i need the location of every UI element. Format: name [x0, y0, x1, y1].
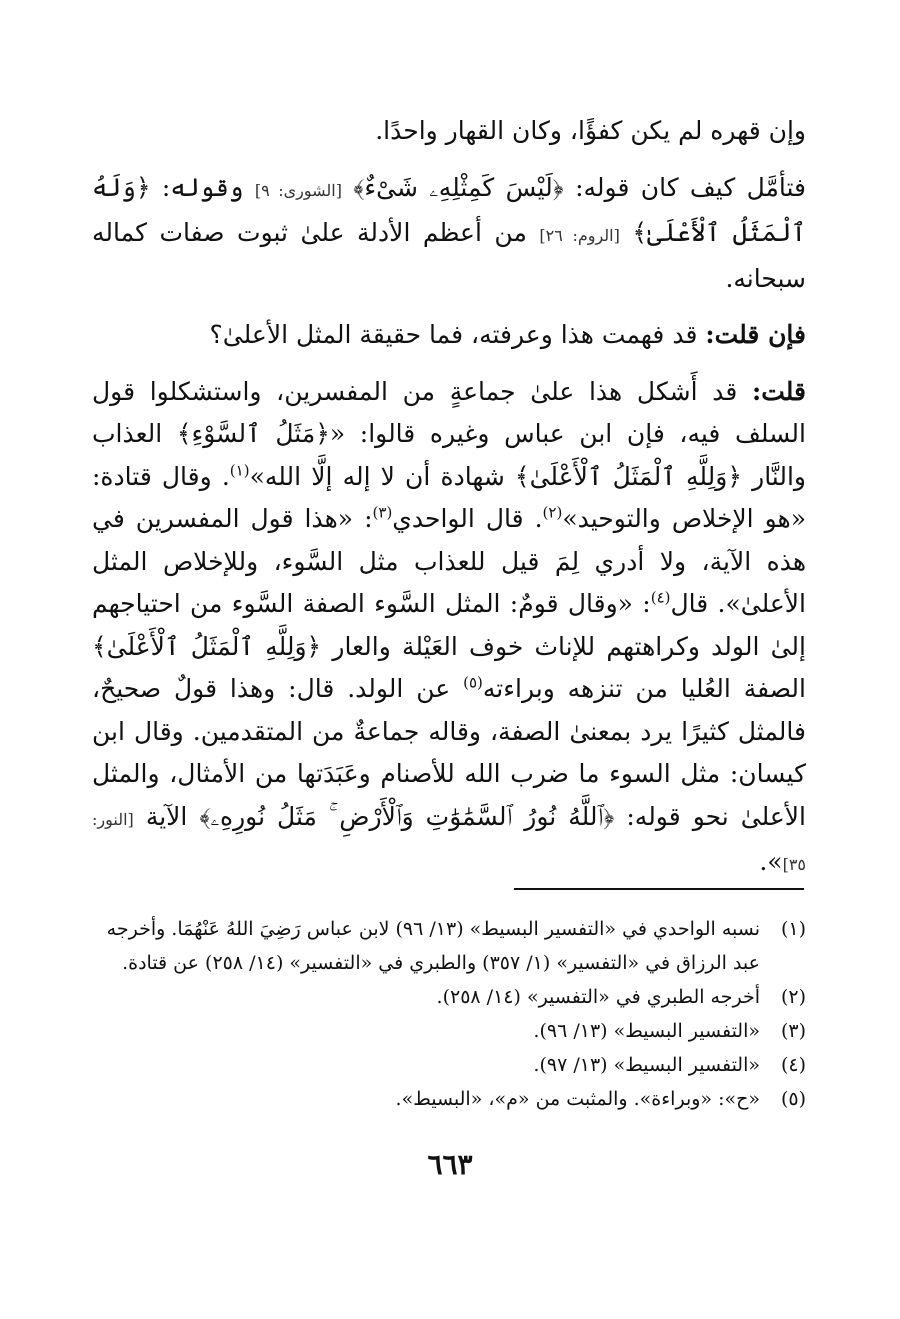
paragraph-1-text: وإن قهره لم يكن كفؤًا، وكان القهار واحدًا. [375, 116, 806, 145]
paragraph-4-text-a: قد أَشكل هذا علىٰ جماعةٍ من المفسرين، واستشكلوا قول السلف فيه، فإن ابن عباس وغيره قالوا: «﴿مَثَلُ ٱلسَّوْءِ﴾ العذاب والنَّار ﴿وَلِلَّهِ ٱلْمَثَلُ ٱلْأَعْلَىٰ﴾ شهادة أن لا إله إلَّا الله» [92, 376, 806, 491]
footnote-text: «ح»: «وبراءة». والمثبت من «م»، «البسيط». [395, 1088, 760, 1110]
paragraph-1 [92, 110, 806, 153]
quran-reference-shura: [الشورى: ٩] [254, 180, 342, 200]
paragraph-2-text-b: وقوله: ﴿وَلَهُ ٱلْمَثَلُ ٱلْأَعْلَىٰ﴾ [92, 172, 807, 247]
footnote-text: «التفسير البسيط» (١٣/ ٩٧). [533, 1054, 760, 1076]
paragraph-2 [92, 167, 806, 301]
footnote-4 [96, 1048, 806, 1082]
page-number: ٦٦٣ [427, 1148, 473, 1181]
paragraph-4-text-f: عن الولد. قال: وهذا قولٌ صحيحٌ، فالمثل كثيرًا يرد بمعنىٰ الصفة، وقاله جماعةٌ من المتقدمين. وقال ابن كيسان: مثل السوء ما ضرب الله للأصنام وعَبَدَتها من الأمثال، والمثل الأعلىٰ نحو قوله: ﴿ٱللَّهُ نُورُ ٱلسَّمَٰوَٰتِ وَٱلْأَرْضِ ۚ مَثَلُ نُورِهِۦ﴾ الآية [92, 674, 806, 831]
quran-reference-rum: [الروم: ٢٦] [539, 226, 620, 245]
footnote-text: نسبه الواحدي في «التفسير البسيط» (١٣/ ٩٦) لابن عباس رَضِيَ اللهُ عَنْهُمَا. وأخرجه عبد الرزاق في «التفسير» (١/ ٣٥٧) والطبري في «التفسير» (١٤/ ٢٥٨) عن قتادة. [106, 918, 760, 974]
footnote-marker-4[interactable]: (٤) [650, 588, 671, 607]
footnote-number: (٥) [780, 1088, 806, 1110]
footnote-marker-2[interactable]: (٢) [542, 503, 563, 522]
footnote-number: (٣) [780, 1020, 806, 1042]
footnote-marker-5[interactable]: (٥) [463, 673, 483, 692]
paragraph-3-lead: فإن قلت: [705, 320, 806, 349]
paragraph-4-text-d: : «هذا قول المفسرين في هذه الآية، ولا أدري لِمَ قيل للعذاب مثل السَّوء، وللإخلاص المثل الأعلىٰ». قال [92, 504, 806, 618]
footnote-number: (٤) [780, 1054, 806, 1076]
footnote-number: (١) [780, 918, 806, 940]
footnote-text: «التفسير البسيط» (١٣/ ٩٦). [533, 1020, 760, 1042]
main-text [92, 110, 806, 887]
footnote-marker-3[interactable]: (٣) [372, 503, 393, 522]
footnotes [96, 912, 806, 1116]
paragraph-4 [92, 371, 806, 887]
paragraph-4-lead: قلت: [751, 376, 806, 406]
paragraph-2-text-a: فتأمَّل كيف كان قوله: ﴿لَيْسَ كَمِثْلِهِۦ شَىْءٌ﴾ [341, 172, 807, 202]
paragraph-4-text-b: . وقال قتادة: «هو الإخلاص والتوحيد» [92, 461, 806, 533]
footnote-3 [96, 1014, 806, 1048]
paragraph-4-text-e: : «وقال قومٌ: المثل السَّوء الصفة السَّوء من احتياجهم إلىٰ الولد وكراهتهم للإناث خوف العَيْلة والعار ﴿وَلِلَّهِ ٱلْمَثَلُ ٱلْأَعْلَىٰ﴾ الصفة العُليا من تنزهه وبراءته [92, 589, 806, 703]
footnote-1 [96, 912, 806, 980]
quran-reference-nur: [النور: ٣٥] [92, 809, 806, 874]
footnote-5 [96, 1082, 806, 1116]
footnote-separator [514, 888, 804, 890]
footnote-text: أخرجه الطبري في «التفسير» (١٤/ ٢٥٨). [436, 986, 760, 1008]
footnote-number: (٢) [780, 986, 806, 1008]
footnote-2 [96, 980, 806, 1014]
paragraph-4-text-g: ». [759, 847, 783, 876]
footnote-marker-1[interactable]: (١) [229, 461, 250, 480]
paragraph-4-text-c: . قال الواحدي [392, 504, 543, 533]
paragraph-3 [92, 314, 806, 357]
paragraph-2-text-c: من أعظم الأدلة علىٰ ثبوت صفات كماله سبحانه. [92, 218, 806, 293]
paragraph-3-text: قد فهمت هذا وعرفته، فما حقيقة المثل الأعلىٰ؟ [209, 320, 706, 349]
